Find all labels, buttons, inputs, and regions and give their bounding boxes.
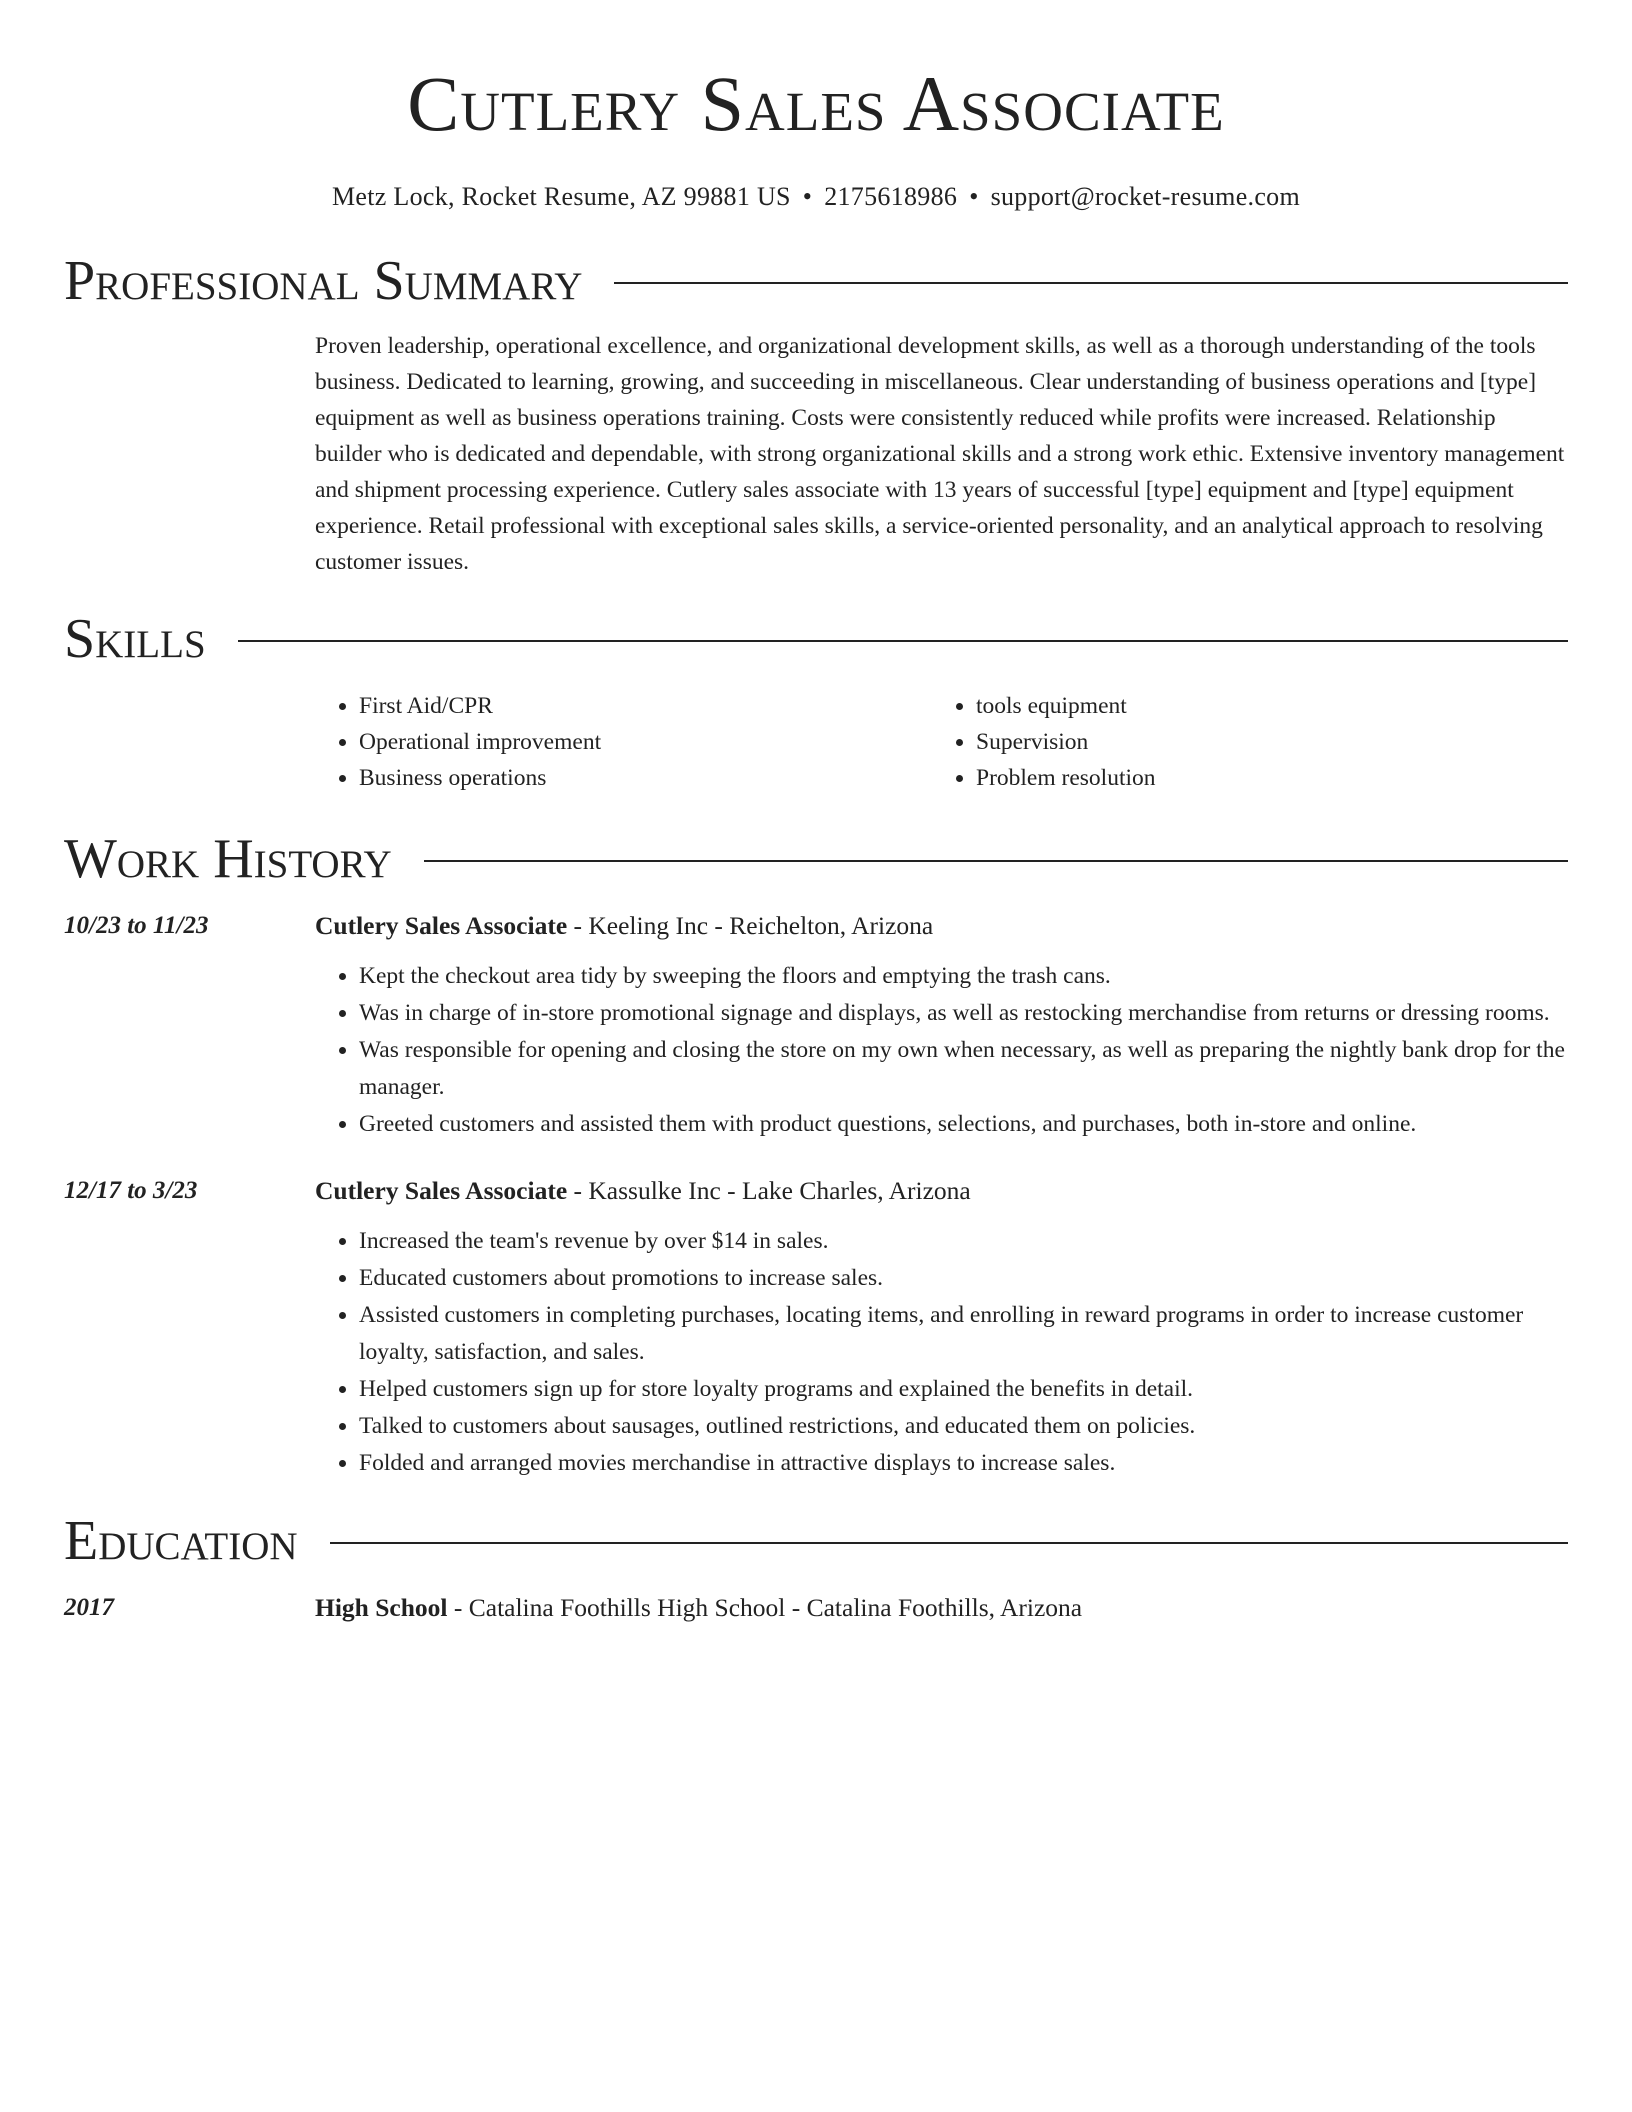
skills-list <box>315 688 1568 796</box>
resume-title: Cutlery Sales Associate <box>407 60 1225 147</box>
job-duty: • Helped customers sign up for store loyalty programs and explained the benefits in detail. <box>359 1371 1568 1408</box>
job-duty: • Kept the checkout area tidy by sweeping the floors and emptying the trash cans. <box>359 958 1568 995</box>
section-title-summary: Professional Summary <box>64 250 583 312</box>
contact-separator: • <box>969 182 979 211</box>
job-date: 10/23 to 11/23 <box>64 912 209 939</box>
summary-text: Proven leadership, operational excellence, and organizational development skills, as well as a thorough understanding of the tools business. Dedicated to learning, growing, and succeeding in miscellaneous. Clear understanding of business operations and [type] equipment as well as business operations training. Costs were consistently reduced while profits were increased. Relationship builder who is dedicated and dependable, with strong organizational skills and a strong work ethic. Extensive inventory management and shipment processing experience. Cutlery sales associate with 13 years of successful [type] equipment and [type] equipment experience. Retail professional with exceptional sales skills, a service-oriented personality, and an analytical approach to resolving customer issues. <box>315 333 1565 575</box>
section-divider <box>330 1542 1568 1544</box>
skills-column-right <box>932 688 1549 796</box>
section-header-skills <box>64 606 1568 672</box>
section-title-education: Education <box>64 1510 298 1572</box>
contact-phone: 2175618986 <box>824 182 958 211</box>
education-school: - Catalina Foothills High School - Catalina Foothills, Arizona <box>447 1593 1083 1622</box>
job-duty: • Folded and arranged movies merchandise in attractive displays to increase sales. <box>359 1445 1568 1482</box>
skill-item: • Operational improvement <box>359 724 932 760</box>
contact-address: Metz Lock, Rocket Resume, AZ 99881 US <box>331 182 791 211</box>
skills-column-left <box>315 688 932 796</box>
skill-item: • Business operations <box>359 760 932 796</box>
job-title: Cutlery Sales Associate <box>315 911 568 940</box>
job-duty: • Greeted customers and assisted them with product questions, selections, and purchases, both in-store and online. <box>359 1106 1568 1143</box>
contact-line <box>64 180 1568 214</box>
education-date: 2017 <box>64 1594 114 1621</box>
education-title-line <box>315 1588 1568 1628</box>
job-duties <box>315 1223 1568 1482</box>
job-title: Cutlery Sales Associate <box>315 1176 568 1205</box>
job-entry <box>64 906 1568 1143</box>
education-entry <box>64 1588 1568 1628</box>
job-duty: • Increased the team's revenue by over $14 in sales. <box>359 1223 1568 1260</box>
section-divider <box>238 640 1568 642</box>
contact-email: support@rocket-resume.com <box>990 182 1301 211</box>
job-duty: • Educated customers about promotions to increase sales. <box>359 1260 1568 1297</box>
job-duty: • Talked to customers about sausages, outlined restrictions, and educated them on policies. <box>359 1408 1568 1445</box>
section-header-work <box>64 826 1568 892</box>
skill-item: • Supervision <box>976 724 1549 760</box>
job-title-line <box>315 906 1568 946</box>
skill-item: • tools equipment <box>976 688 1549 724</box>
skill-item: • First Aid/CPR <box>359 688 932 724</box>
job-duty: • Was responsible for opening and closing the store on my own when necessary, as well as preparing the nightly bank drop for the manager. <box>359 1032 1568 1106</box>
job-duty: • Assisted customers in completing purchases, locating items, and enrolling in reward programs in order to increase customer loyalty, satisfaction, and sales. <box>359 1297 1568 1371</box>
job-duty: • Was in charge of in-store promotional signage and displays, as well as restocking merchandise from returns or dressing rooms. <box>359 995 1568 1032</box>
section-title-work: Work History <box>64 828 392 890</box>
resume-page <box>64 0 1568 1628</box>
job-entry <box>64 1171 1568 1482</box>
job-title-line <box>315 1171 1568 1211</box>
job-date: 12/17 to 3/23 <box>64 1177 198 1204</box>
job-employer: - Kassulke Inc - Lake Charles, Arizona <box>567 1176 971 1205</box>
section-header-education <box>64 1508 1568 1574</box>
contact-separator: • <box>802 182 813 211</box>
job-employer: - Keeling Inc - Reichelton, Arizona <box>567 911 934 940</box>
section-title-skills: Skills <box>64 608 206 670</box>
job-duties <box>315 958 1568 1143</box>
education-degree: High School <box>315 1593 448 1622</box>
skill-item: • Problem resolution <box>976 760 1549 796</box>
section-divider <box>614 282 1568 284</box>
section-divider <box>424 860 1568 862</box>
section-header-summary <box>64 248 1568 314</box>
